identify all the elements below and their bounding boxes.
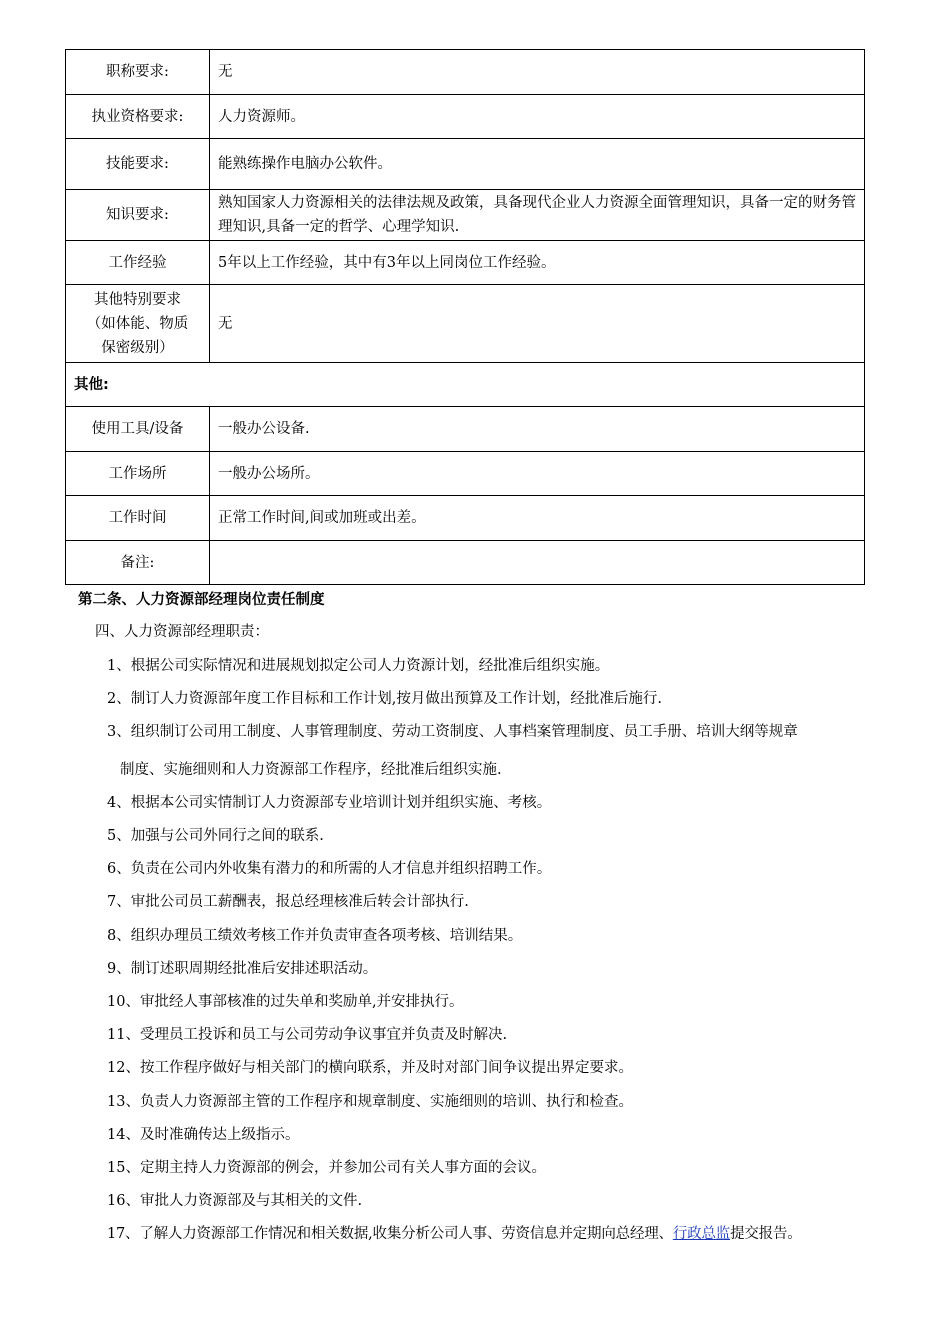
duty-item: 4、根据本公司实情制订人力资源部专业培训计划并组织实施、考核。 (107, 795, 552, 811)
duty-text: 提交报告。 (730, 1226, 802, 1242)
duties-heading: 四、人力资源部经理职责： (95, 624, 269, 640)
admin-director-link[interactable]: 行政总监 (672, 1226, 731, 1242)
row-label: 工作场所 (66, 452, 210, 496)
table-row (66, 407, 865, 452)
job-requirements-table (65, 49, 865, 585)
duty-item: 11、受理员工投诉和员工与公司劳动争议事宜并负责及时解决. (107, 1027, 508, 1043)
duty-item: 7、审批公司员工薪酬表，报总经理核准后转会计部执行. (107, 894, 469, 910)
row-label: 工作时间 (66, 496, 210, 541)
duty-item: 14、及时准确传达上级指示。 (107, 1127, 300, 1143)
duty-item: 3、组织制订公司用工制度、人事管理制度、劳动工资制度、人事档案管理制度、员工手册、培训大纲等规章 (107, 724, 798, 740)
table-row (66, 50, 865, 95)
duty-item-continuation: 制度、实施细则和人力资源部工作程序，经批准后组织实施. (120, 762, 502, 778)
row-label: 技能要求: (66, 139, 210, 190)
row-label: 备注: (66, 541, 210, 585)
row-label: 职称要求: (66, 50, 210, 95)
duty-item: 16、审批人力资源部及与其相关的文件. (107, 1193, 363, 1209)
row-value: 无 (210, 285, 865, 363)
row-label: 执业资格要求: (66, 95, 210, 139)
duty-item: 5、加强与公司外同行之间的联系. (107, 828, 324, 844)
table-row (66, 285, 865, 363)
row-label: 工作经验 (66, 241, 210, 285)
duty-item: 1、根据公司实际情况和进展规划拟定公司人力资源计划，经批准后组织实施。 (107, 658, 610, 674)
section-row (66, 363, 865, 407)
duty-item (107, 1223, 802, 1245)
row-value: 熟知国家人力资源相关的法律法规及政策，具备现代企业人力资源全面管理知识，具备一定的财务管理知识,具备一定的哲学、心理学知识. (210, 190, 865, 241)
row-label: 知识要求: (66, 190, 210, 241)
section-label: 其他: (66, 363, 865, 407)
table-row (66, 95, 865, 139)
duty-item: 13、负责人力资源部主管的工作程序和规章制度、实施细则的培训、执行和检查。 (107, 1094, 633, 1110)
row-label: 使用工具/设备 (66, 407, 210, 452)
duty-item: 15、定期主持人力资源部的例会，并参加公司有关人事方面的会议。 (107, 1160, 546, 1176)
row-value: 5年以上工作经验，其中有3年以上同岗位工作经验。 (210, 241, 865, 285)
duty-item: 6、负责在公司内外收集有潜力的和所需的人才信息并组织招聘工作。 (107, 861, 552, 877)
table-row (66, 496, 865, 541)
row-label: 其他特别要求（如体能、物质保密级别） (66, 285, 210, 363)
duty-text: 17、了解人力资源部工作情况和相关数据,收集分析公司人事、劳资信息并定期向总经理、 (107, 1226, 673, 1242)
duty-item: 8、组织办理员工绩效考核工作并负责审查各项考核、培训结果。 (107, 928, 523, 944)
duty-item: 2、制订人力资源部年度工作目标和工作计划,按月做出预算及工作计划，经批准后施行. (107, 691, 662, 707)
table-row (66, 190, 865, 241)
duty-item: 12、按工作程序做好与相关部门的横向联系，并及时对部门间争议提出界定要求。 (107, 1060, 633, 1076)
table-row (66, 139, 865, 190)
row-value (210, 541, 865, 585)
row-value: 一般办公场所。 (210, 452, 865, 496)
duty-item: 10、审批经人事部核准的过失单和奖励单,并安排执行。 (107, 994, 464, 1010)
row-value: 一般办公设备. (210, 407, 865, 452)
row-value: 正常工作时间,间或加班或出差。 (210, 496, 865, 541)
duty-item: 9、制订述职周期经批准后安排述职活动。 (107, 961, 378, 977)
table-row (66, 452, 865, 496)
table-row (66, 241, 865, 285)
row-value: 能熟练操作电脑办公软件。 (210, 139, 865, 190)
row-value: 无 (210, 50, 865, 95)
table-row (66, 541, 865, 585)
article-title: 第二条、人力资源部经理岗位责任制度 (78, 592, 325, 608)
row-value: 人力资源师。 (210, 95, 865, 139)
